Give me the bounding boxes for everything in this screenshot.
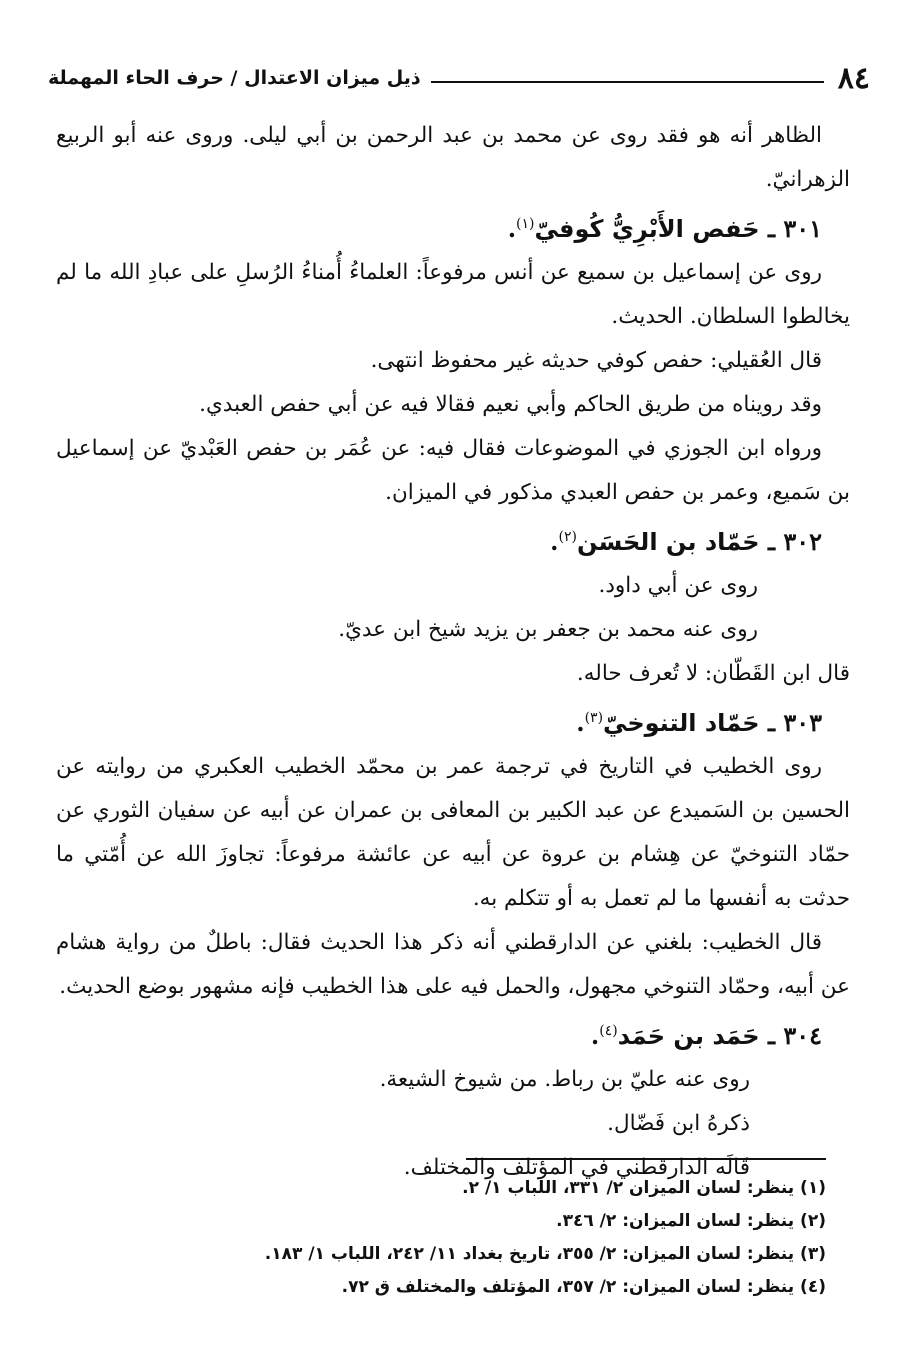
- footnotes: [180, 1172, 826, 1304]
- footnote: (٤) ينظر: لسان الميزان: ٢/ ٣٥٧، المؤتلف والمختلف ق ٧٢.: [341, 1277, 826, 1297]
- entry-heading-301: ٣٠١ ـ حَفص الأَبْرِيُّ كُوفيّ$^{(١)}$.: [507, 214, 822, 243]
- footnote-ref: (٣): [584, 710, 604, 726]
- paragraph: روى عن أبي داود.: [598, 573, 758, 598]
- paragraph: وقد رويناه من طريق الحاكم وأبي نعيم فقالا فيه عن أبي حفص العبدي.: [199, 392, 822, 417]
- main-text: [56, 114, 850, 1190]
- footnote: (١) ينظر: لسان الميزان ٢/ ٣٣١، اللباب ١/ ٢.: [462, 1178, 826, 1198]
- entry-number: ٣٠١ ـ: [767, 214, 822, 243]
- paragraph: قَالَه الدارقطني في المؤتلف والمختلف.: [403, 1155, 750, 1180]
- paragraph: قال ابن القَطّان: لا تُعرف حاله.: [576, 661, 850, 686]
- footnote: (٢) ينظر: لسان الميزان: ٢/ ٣٤٦.: [556, 1211, 826, 1231]
- entry-heading-303: ٣٠٣ ـ حَمّاد التنوخيّ$^{(٣)}$.: [576, 708, 822, 737]
- entry-name: حَمَد بن حَمَد: [617, 1022, 760, 1050]
- paragraph: روى عنه محمد بن جعفر بن يزيد شيخ ابن عديّ.: [338, 617, 758, 642]
- paragraph: روى عن إسماعيل بن سميع عن أنس مرفوعاً: العلماءُ أُمناءُ الرُسلِ على عبادِ الله ما لم يخالطوا السلطان. الحديث.: [56, 260, 850, 329]
- footnote-ref: (٤): [599, 1023, 618, 1039]
- entry-number: ٣٠٢ ـ: [767, 527, 822, 556]
- paragraph: قال العُقيلي: حفص كوفي حديثه غير محفوظ انتهى.: [370, 348, 822, 373]
- running-header: [48, 58, 870, 98]
- paragraph: الظاهر أنه هو فقد روى عن محمد بن عبد الرحمن بن أبي ليلى. وروى عنه أبو الربيع الزهرانيّ.: [56, 123, 850, 192]
- paragraph: ذكرهُ ابن فَضّال.: [607, 1111, 750, 1136]
- entry-number: ٣٠٤ ـ: [767, 1021, 822, 1050]
- paragraph: روى عنه عليّ بن رباط. من شيوخ الشيعة.: [379, 1067, 750, 1092]
- paragraph: قال الخطيب: بلغني عن الدارقطني أنه ذكر هذا الحديث فقال: باطلٌ من رواية هشام عن أبيه، وحمّاد التنوخي مجهول، والحمل فيه على هذا الخطيب فإنه مشهور بوضع الحديث.: [56, 930, 850, 999]
- header-rule: [431, 81, 824, 83]
- entry-heading-302: ٣٠٢ ـ حَمّاد بن الحَسَن$^{(٢)}$.: [550, 527, 822, 556]
- footnote: (٣) ينظر: لسان الميزان: ٢/ ٣٥٥، تاريخ بغداد ١١/ ٢٤٢، اللباب ١/ ١٨٣.: [264, 1244, 826, 1264]
- running-title: ذيل ميزان الاعتدال / حرف الحاء المهملة: [48, 67, 421, 89]
- entry-name: حَمّاد التنوخيّ: [603, 709, 760, 737]
- entry-name: حَفص الأَبْرِيُّ كُوفيّ: [534, 215, 760, 243]
- entry-name: حَمّاد بن الحَسَن: [576, 528, 760, 556]
- footnote-ref: (١): [516, 216, 535, 232]
- page-number: ٨٤: [837, 60, 870, 96]
- paragraph: روى الخطيب في التاريخ في ترجمة عمر بن محمّد الخطيب العكبري من روايته عن الحسين بن السَميدع عن عبد الكبير بن المعافى بن عمران عن أبيه عن سفيان الثوري عن حمّاد التنوخيّ عن هِشام بن عروة عن أبيه عن عائشة مرفوعاً: تجاوزَ الله عن أُمّتي ما حدثت به أنفسها ما لم تعمل به أو تتكلم به.: [56, 754, 850, 911]
- entry-heading-304: ٣٠٤ ـ حَمَد بن حَمَد$^{(٤)}$.: [590, 1021, 822, 1050]
- paragraph: ورواه ابن الجوزي في الموضوعات فقال فيه: عن عُمَر بن حفص العَبْديّ عن إسماعيل بن سَميع، وعمر بن حفص العبدي مذكور في الميزان.: [56, 436, 850, 505]
- entry-number: ٣٠٣ ـ: [767, 708, 822, 737]
- footnote-ref: (٢): [558, 529, 577, 545]
- footnote-rule: [466, 1158, 826, 1160]
